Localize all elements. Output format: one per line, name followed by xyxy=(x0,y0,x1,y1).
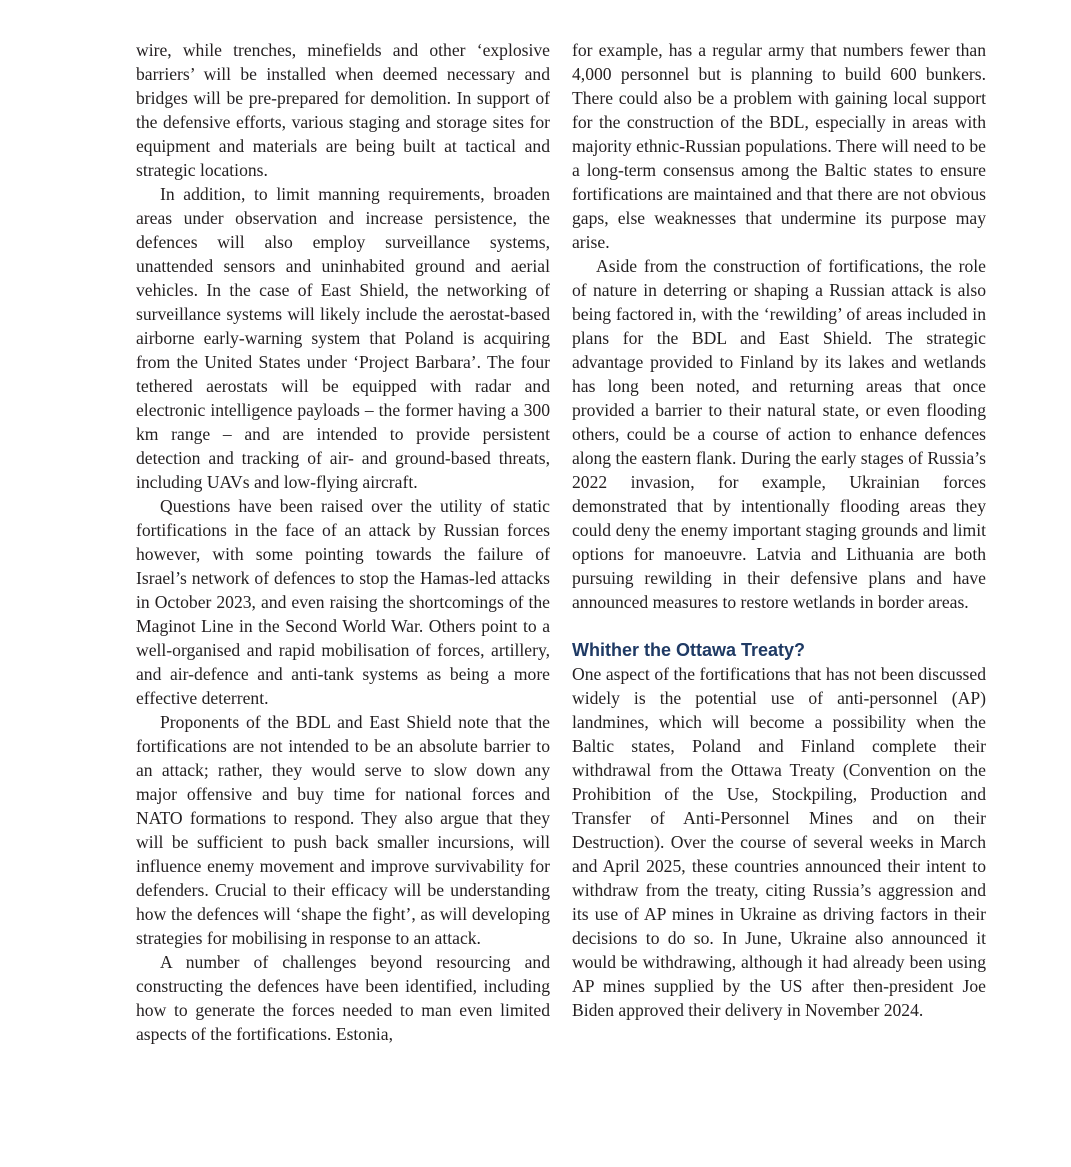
paragraph-surveillance: In addition, to limit manning requirements, broaden areas under observation and increase persistence, the defences will also employ surveillance systems, unattended sensors and uninhabited ground and aerial vehicles. In the case of East Shield, the networking of surveillance systems will likely include the aerostat-based airborne early-warning system that Poland is acquiring from the United States under ‘Project Barbara’. The four tethered aerostats will be equipped with radar and electronic intelligence payloads – the former having a 300 km range – and are intended to provide persistent detection and tracking of air- and ground-based threats, including UAVs and low-flying aircraft. xyxy=(136,184,550,492)
left-column xyxy=(136,38,550,1046)
paragraph-ottawa-treaty: One aspect of the fortifications that has not been discussed widely is the potential use of anti-personnel (AP) landmines, which will become a possibility when the Baltic states, Poland and Finland complete their withdrawal from the Ottawa Treaty (Convention on the Prohibition of the Use, Stockpiling, Production and Transfer of Anti-Personnel Mines and on their Destruction). Over the course of several weeks in March and April 2025, these countries announced their intent to withdraw from the treaty, citing Russia’s aggression and its use of AP mines in Ukraine as driving factors in their decisions to do so. In June, Ukraine also announced it would be withdrawing, although it had already been using AP mines supplied by the US after then-president Joe Biden approved their delivery in November 2024. xyxy=(572,664,986,1020)
paragraph-barriers: wire, while trenches, minefields and other ‘explosive barriers’ will be installed when deemed necessary and bridges will be pre-prepared for demolition. In support of the defensive efforts, various staging and storage sites for equipment and materials are being built at tactical and strategic locations. xyxy=(136,40,550,180)
section-heading: Whither the Ottawa Treaty? xyxy=(572,640,806,660)
right-column xyxy=(572,38,986,1022)
paragraph-proponents: Proponents of the BDL and East Shield note that the fortifications are not intended to be an absolute barrier to an attack; rather, they would serve to slow down any major offensive and buy time for national forces and NATO formations to respond. They also argue that they will be sufficient to push back smaller incursions, will influence enemy movement and improve survivability for defenders. Crucial to their efficacy will be understanding how the defences will ‘shape the fight’, as will developing strategies for mobilising in response to an attack. xyxy=(136,712,550,948)
paragraph-estonia: for example, has a regular army that numbers fewer than 4,000 personnel but is planning to build 600 bunkers. There could also be a problem with gaining local support for the construction of the BDL, especially in areas with majority ethnic-Russian populations. There will need to be a long-term consensus among the Baltic states to ensure fortifications are maintained and that there are not obvious gaps, else weaknesses that undermine its purpose may arise. xyxy=(572,40,986,252)
paragraph-challenges: A number of challenges beyond resourcing and constructing the defences have been identified, including how to generate the forces needed to man even limited aspects of the fortifications. Estonia, xyxy=(136,952,550,1044)
paragraph-static-fortifications: Questions have been raised over the utility of static fortifications in the face of an attack by Russian forces however, with some pointing towards the failure of Israel’s network of defences to stop the Hamas-led attacks in October 2023, and even raising the shortcomings of the Maginot Line in the Second World War. Others point to a well-organised and rapid mobilisation of forces, artillery, and air-defence and anti-tank systems as being a more effective deterrent. xyxy=(136,496,550,708)
paragraph-rewilding: Aside from the construction of fortifications, the role of nature in deterring or shaping a Russian attack is also being factored in, with the ‘rewilding’ of areas included in plans for the BDL and East Shield. The strategic advantage provided to Finland by its lakes and wetlands has long been noted, and returning areas that once provided a barrier to their natural state, or even flooding others, could be a course of action to enhance defences along the eastern flank. During the early stages of Russia’s 2022 invasion, for example, Ukrainian forces demonstrated that by intentionally flooding areas they could deny the enemy important staging grounds and limit options for manoeuvre. Latvia and Lithuania are both pursuing rewilding in their defensive plans and have announced measures to restore wetlands in border areas. xyxy=(572,256,986,612)
